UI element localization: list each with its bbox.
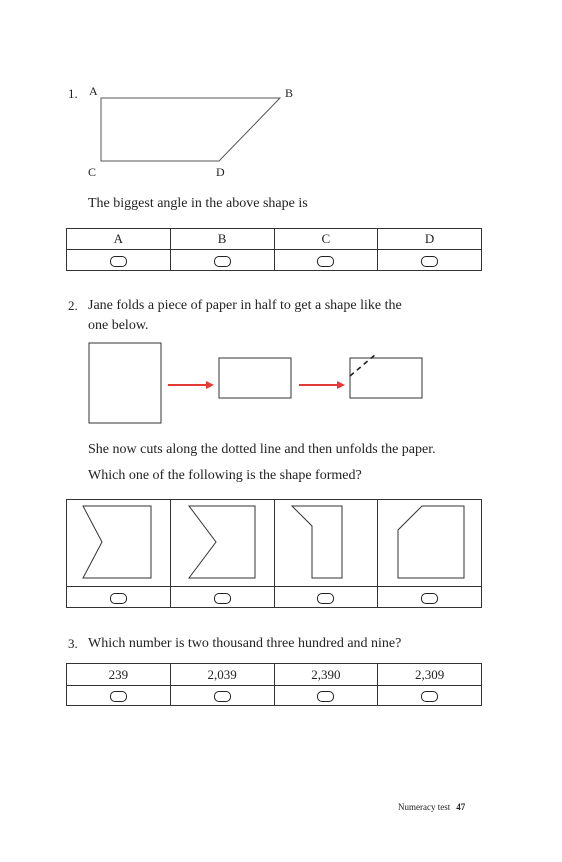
q2-prompt-line2: one below. bbox=[88, 318, 149, 333]
q2-option-a-cell bbox=[67, 500, 171, 587]
q2-bubble-cell bbox=[378, 587, 482, 608]
q2-answer-bubble-a[interactable] bbox=[110, 593, 127, 604]
q2-bubble-cell bbox=[67, 587, 171, 608]
q1-bubble-cell bbox=[170, 250, 274, 271]
q3-option-label-d: 2,309 bbox=[378, 664, 482, 686]
q2-option-b-shape bbox=[172, 500, 272, 582]
page-footer bbox=[398, 802, 465, 812]
q1-bubble-cell bbox=[67, 250, 171, 271]
q2-answer-bubble-b[interactable] bbox=[214, 593, 231, 604]
q2-answer-bubble-d[interactable] bbox=[421, 593, 438, 604]
q2-option-c-shape bbox=[276, 500, 376, 582]
q2-bubble-cell bbox=[170, 587, 274, 608]
q2-option-d-cell bbox=[378, 500, 482, 587]
footer-section-title: Numeracy test bbox=[398, 802, 451, 812]
q2-option-a-shape bbox=[68, 500, 168, 582]
q2-folded-paper bbox=[219, 358, 291, 398]
q3-prompt: Which number is two thousand three hundred and nine? bbox=[88, 636, 402, 651]
q1-bubble-cell bbox=[378, 250, 482, 271]
q2-bubble-cell bbox=[274, 587, 378, 608]
q2-dotted-cut-line bbox=[350, 354, 376, 376]
q3-option-label-b: 2,039 bbox=[170, 664, 274, 686]
q2-prompt-line1: Jane folds a piece of paper in half to get a shape like the bbox=[88, 298, 402, 313]
q2-folded-paper-with-cut bbox=[350, 358, 422, 398]
q2-answer-bubble-c[interactable] bbox=[317, 593, 334, 604]
q1-answer-bubble-a[interactable] bbox=[110, 256, 127, 267]
q3-answer-bubble-a[interactable] bbox=[110, 691, 127, 702]
q2-folding-diagram bbox=[0, 330, 562, 430]
q3-bubble-cell bbox=[170, 686, 274, 706]
q1-option-label-b: B bbox=[170, 229, 274, 250]
q3-bubble-cell bbox=[67, 686, 171, 706]
q1-option-label-d: D bbox=[378, 229, 482, 250]
q3-answer-bubble-b[interactable] bbox=[214, 691, 231, 702]
q3-answer-table bbox=[66, 663, 482, 706]
q2-option-c-cell bbox=[274, 500, 378, 587]
q3-bubble-cell bbox=[274, 686, 378, 706]
q3-answer-bubble-c[interactable] bbox=[317, 691, 334, 702]
q2-option-d-shape bbox=[380, 500, 480, 582]
q1-trapezoid-figure bbox=[0, 0, 562, 200]
q1-option-label-a: A bbox=[67, 229, 171, 250]
q1-bubble-cell bbox=[274, 250, 378, 271]
q2-instruction1: She now cuts along the dotted line and then unfolds the paper. bbox=[88, 442, 436, 457]
q2-number: 2. bbox=[68, 298, 78, 313]
q1-trapezoid bbox=[101, 98, 280, 161]
q1-answer-bubble-d[interactable] bbox=[421, 256, 438, 267]
q1-number: 1. bbox=[68, 86, 78, 101]
q1-vertex-a: A bbox=[89, 84, 98, 98]
q1-vertex-d: D bbox=[216, 165, 225, 179]
q3-number: 3. bbox=[68, 636, 78, 651]
q3-option-label-a: 239 bbox=[67, 664, 171, 686]
q1-option-label-c: C bbox=[274, 229, 378, 250]
q1-vertex-c: C bbox=[88, 165, 97, 179]
q1-prompt: The biggest angle in the above shape is bbox=[88, 196, 308, 211]
q3-answer-bubble-d[interactable] bbox=[421, 691, 438, 702]
q2-option-b-cell bbox=[170, 500, 274, 587]
page-number: 47 bbox=[456, 802, 466, 812]
q1-vertex-b: B bbox=[285, 86, 294, 100]
q2-instruction2: Which one of the following is the shape formed? bbox=[88, 468, 362, 483]
q3-option-label-c: 2,390 bbox=[274, 664, 378, 686]
q3-bubble-cell bbox=[378, 686, 482, 706]
q1-answer-table bbox=[66, 228, 482, 271]
q1-answer-bubble-b[interactable] bbox=[214, 256, 231, 267]
q2-arrow-2 bbox=[299, 381, 345, 389]
q2-arrow-1 bbox=[168, 381, 214, 389]
q1-answer-bubble-c[interactable] bbox=[317, 256, 334, 267]
q2-answer-table bbox=[66, 499, 482, 608]
q2-full-paper bbox=[89, 343, 161, 423]
